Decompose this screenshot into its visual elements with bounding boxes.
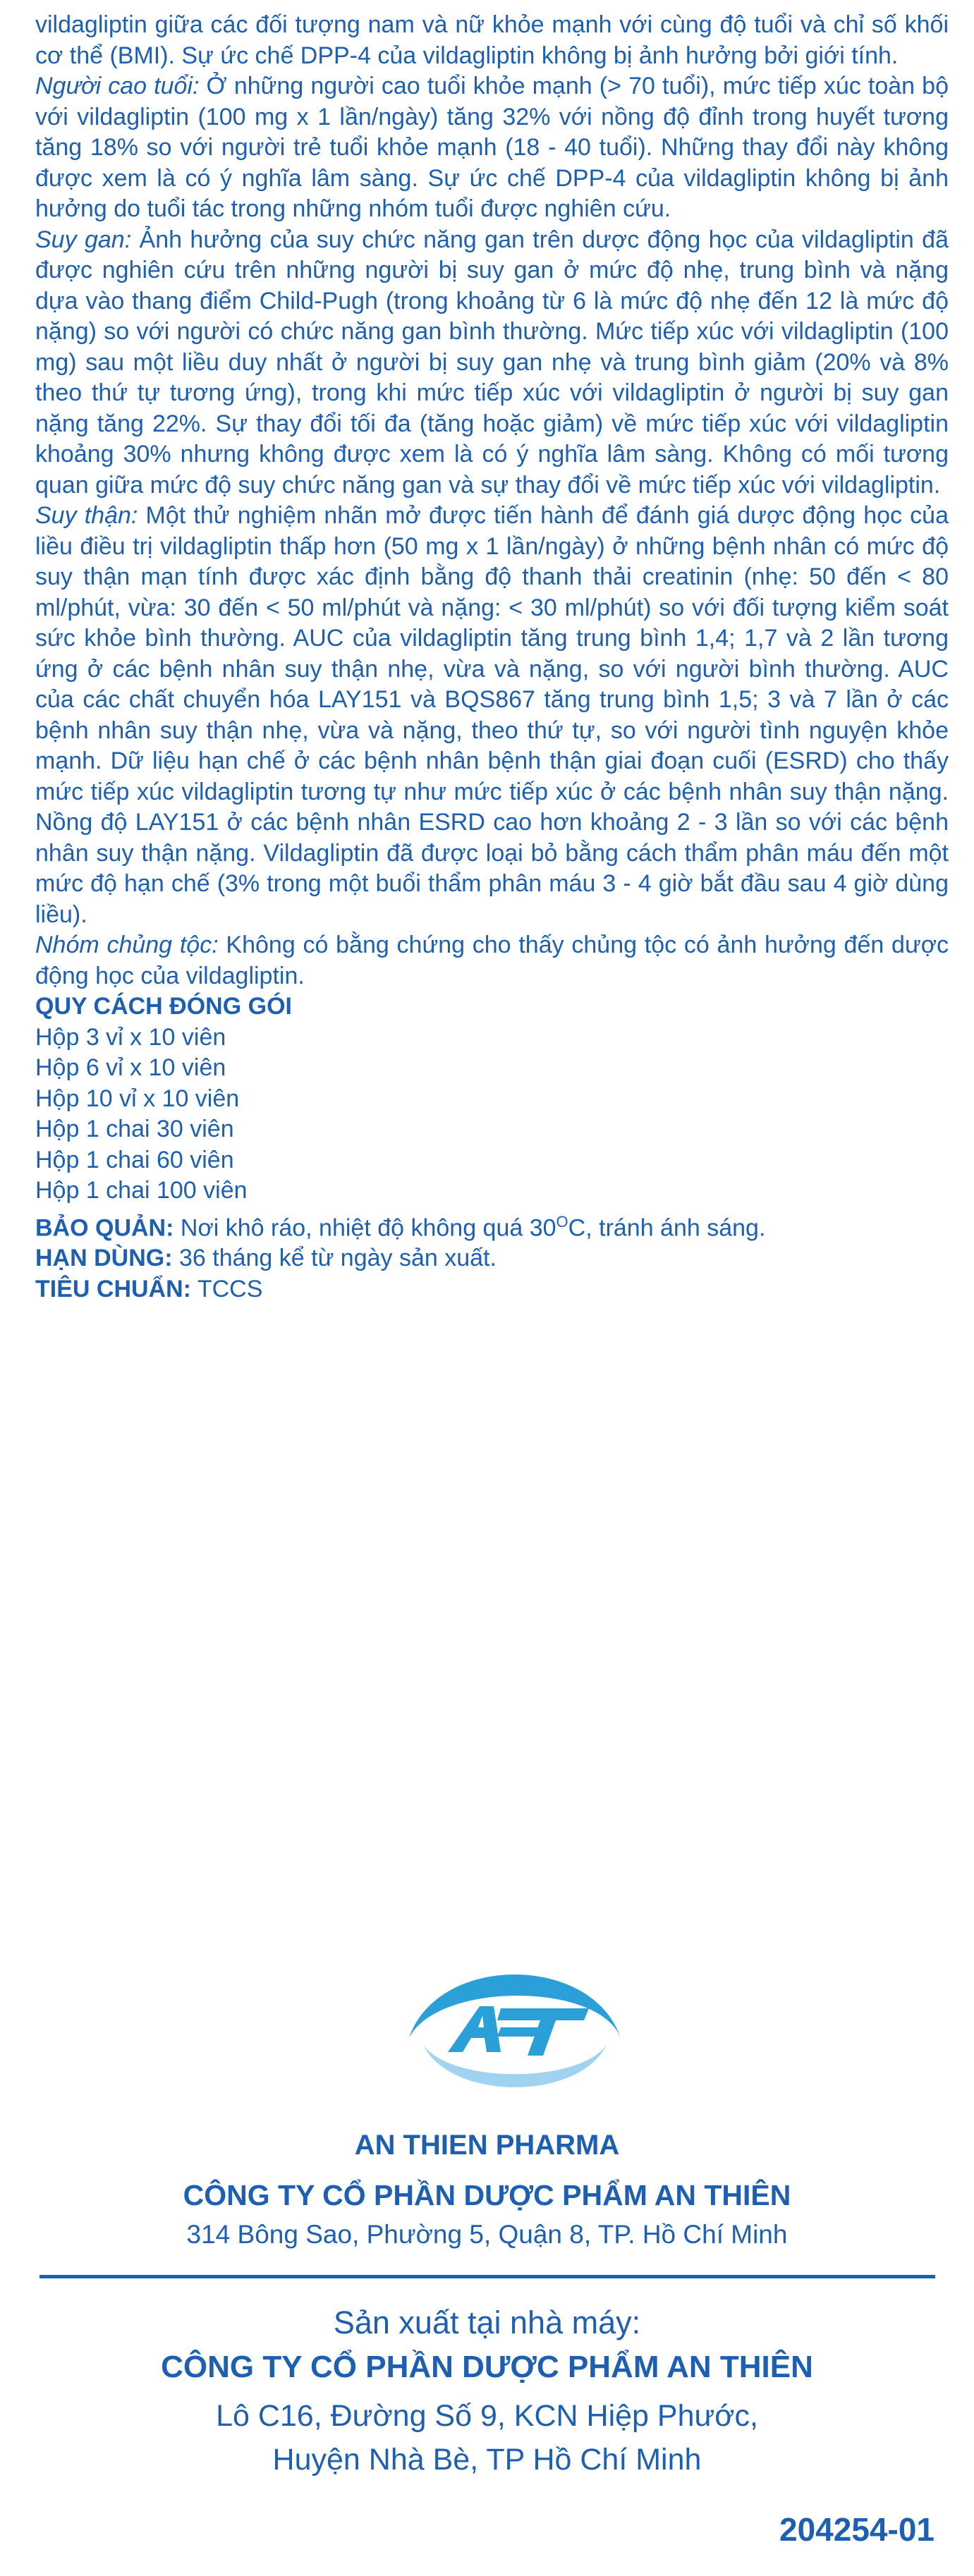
factory-company-name: CÔNG TY CỔ PHẦN DƯỢC PHẨM AN THIÊN bbox=[161, 2350, 813, 2384]
paragraph-gender bbox=[35, 10, 949, 71]
packaging-item: Hộp 3 vỉ x 10 viên bbox=[35, 1023, 226, 1051]
brand-name: AN THIEN PHARMA bbox=[354, 2130, 620, 2161]
storage-label: BẢO QUẢN: bbox=[35, 1214, 174, 1241]
paragraph-text: Ảnh hưởng của suy chức năng gan trên dược động học của vildagliptin đã được nghiên cứu trên những người bị suy gan ở mức độ nhẹ, trung bình và nặng dựa vào thang điểm Child-Pugh (trong khoảng từ 6 là mức độ nhẹ đến 12 là mức độ nặng) so với người có chức năng gan bình thường. Mức tiếp xúc với vildagliptin (100 mg) sau một liều duy nhất ở người bị suy gan nhẹ và trung bình giảm (20% và 8% theo thứ tự tương ứng), trong khi mức tiếp xúc với vildagliptin ở người bị suy gan nặng tăng 22%. Sự thay đổi tối đa (tăng hoặc giảm) về mức tiếp xúc với vildagliptin khoảng 30% nhưng không được xem là có ý nghĩa lâm sàng. Không có mối tương quan giữa mức độ suy chức năng gan và sự thay đổi về mức tiếp xúc với vildagliptin. bbox=[35, 226, 949, 499]
expiry-line bbox=[35, 1243, 949, 1274]
document-code: 204254-01 bbox=[779, 2511, 935, 2548]
standard-label: TIÊU CHUẨN: bbox=[35, 1275, 191, 1302]
packaging-title: QUY CÁCH ĐÓNG GÓI bbox=[35, 993, 292, 1020]
paragraph-lead: Suy thận: bbox=[35, 502, 138, 529]
paragraph-text: vildagliptin giữa các đối tượng nam và nữ khỏe mạnh với cùng độ tuổi và chỉ số khối cơ thể (BMI). Sự ức chế DPP-4 của vildagliptin không bị ảnh hưởng bởi giới tính. bbox=[35, 11, 949, 69]
paragraph-ethnicity bbox=[35, 930, 949, 991]
factory-address bbox=[0, 2394, 974, 2482]
company-address: 314 Bông Sao, Phường 5, Quận 8, TP. Hồ Chí Minh bbox=[186, 2220, 788, 2249]
expiry-label: HẠN DÙNG: bbox=[35, 1245, 173, 1272]
an-thien-logo-icon bbox=[395, 1939, 635, 2116]
divider bbox=[39, 2275, 935, 2278]
paragraph-elderly bbox=[35, 71, 949, 225]
paragraph-text: Không có bằng chứng cho thấy chủng tộc có ảnh hưởng đến dược động học của vildagliptin. bbox=[35, 932, 949, 989]
storage-text: Nơi khô ráo, nhiệt độ không quá 30 bbox=[174, 1214, 556, 1241]
paragraph-lead: Nhóm chủng tộc: bbox=[35, 932, 219, 958]
factory-address-line1: Lô C16, Đường Số 9, KCN Hiệp Phước, bbox=[216, 2399, 758, 2433]
standard-text: TCCS bbox=[190, 1275, 263, 1302]
expiry-text: 36 tháng kể từ ngày sản xuất. bbox=[172, 1245, 497, 1272]
pharmacokinetics-text bbox=[35, 10, 949, 1305]
packaging-item: Hộp 1 chai 30 viên bbox=[35, 1116, 234, 1142]
paragraph-lead: Suy gan: bbox=[35, 226, 132, 253]
standard-line bbox=[35, 1274, 949, 1305]
factory-address-line2: Huyện Nhà Bè, TP Hồ Chí Minh bbox=[272, 2443, 702, 2477]
paragraph-lead: Người cao tuổi: bbox=[35, 73, 200, 99]
paragraph-text: Một thử nghiệm nhãn mở được tiến hành để đánh giá dược động học của liều điều trị vildagliptin thấp hơn (50 mg x 1 lần/ngày) ở những bệnh nhân có mức độ suy thận mạn tính được xác định bằng độ thanh thải creatinin (nhẹ: 50 đến < 80 ml/phút, vừa: 30 đến < 50 ml/phút và nặng: < 30 ml/phút) so với đối tượng kiểm soát sức khỏe bình thường. AUC của vildagliptin tăng trung bình 1,4; 1,7 và 2 lần tương ứng ở các bệnh nhân suy thận nhẹ, vừa và nặng, so với người bình thường. AUC của các chất chuyển hóa LAY151 và BQS867 tăng trung bình 1,5; 3 và 7 lần ở các bệnh nhân suy thận nhẹ, vừa và nặng, theo thứ tự, so với người tình nguyện khỏe mạnh. Dữ liệu hạn chế ở các bệnh nhân bệnh thận giai đoạn cuối (ESRD) cho thấy mức tiếp xúc vildagliptin tương tự như mức tiếp xúc ở các bệnh nhân suy thận nặng. Nồng độ LAY151 ở các bệnh nhân ESRD cao hơn khoảng 2 - 3 lần so với các bệnh nhân suy thận nặng. Vildagliptin đã được loại bỏ bằng cách thẩm phân máu đến một mức độ hạn chế (3% trong một buổi thẩm phân máu 3 - 4 giờ bắt đầu sau 4 giờ dùng liều). bbox=[35, 502, 949, 928]
packaging-item: Hộp 1 chai 100 viên bbox=[35, 1177, 248, 1204]
packaging-list bbox=[35, 1023, 949, 1207]
paragraph-hepatic bbox=[35, 225, 949, 501]
storage-text-end: C, tránh ánh sáng. bbox=[568, 1214, 766, 1241]
packaging-item: Hộp 1 chai 60 viên bbox=[35, 1146, 234, 1173]
packaging-item: Hộp 6 vỉ x 10 viên bbox=[35, 1054, 226, 1081]
degree-sup: O bbox=[556, 1212, 568, 1231]
packaging-item: Hộp 10 vỉ x 10 viên bbox=[35, 1085, 240, 1112]
paragraph-text: Ở những người cao tuổi khỏe mạnh (> 70 tuổi), mức tiếp xúc toàn bộ với vildagliptin (100 mg x 1 lần/ngày) tăng 32% với nồng độ đỉnh trong huyết tương tăng 18% so với người trẻ tuổi khỏe mạnh (18 - 40 tuổi). Những thay đổi này không được xem là có ý nghĩa lâm sàng. Sự ức chế DPP-4 của vildagliptin không bị ảnh hưởng do tuổi tác trong những nhóm tuổi được nghiên cứu. bbox=[35, 73, 949, 222]
paragraph-renal bbox=[35, 501, 949, 930]
factory-heading: Sản xuất tại nhà máy: bbox=[333, 2305, 641, 2340]
storage-line bbox=[35, 1207, 949, 1244]
company-name: CÔNG TY CỔ PHẦN DƯỢC PHẨM AN THIÊN bbox=[183, 2179, 791, 2211]
